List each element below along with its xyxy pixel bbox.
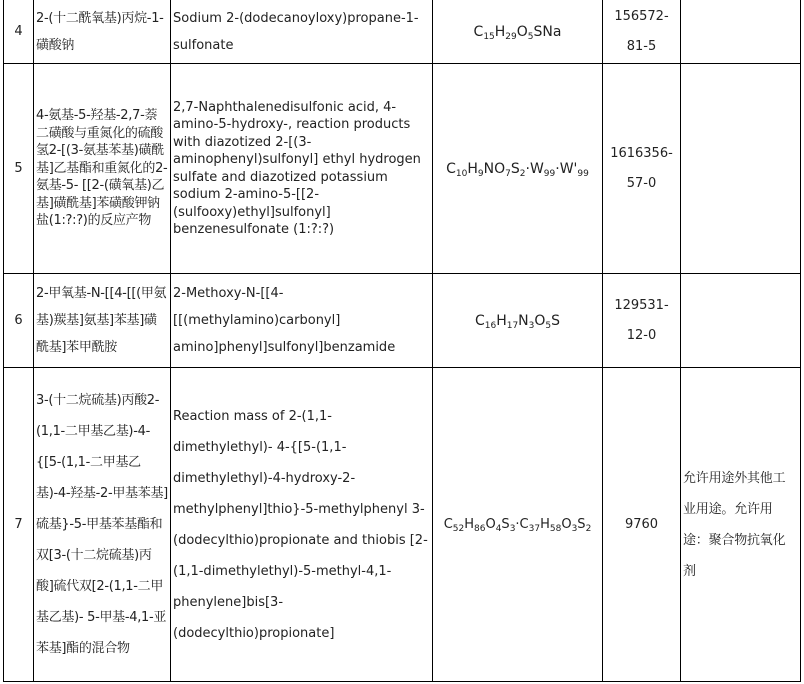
formula-subscript: 99 xyxy=(543,168,556,179)
formula-text: ·W xyxy=(525,160,544,177)
formula-text: H xyxy=(540,516,550,532)
molecular-formula xyxy=(433,0,603,64)
formula-text: S xyxy=(577,516,586,532)
formula-subscript: 9 xyxy=(477,168,484,179)
formula-subscript: 3 xyxy=(528,320,535,331)
formula-text: H xyxy=(494,23,506,40)
molecular-formula xyxy=(433,274,603,368)
chinese-name: 2-甲氧基-N-[[4-[[(甲氨基)羰基]氨基]苯基]磺酰基]苯甲酰胺 xyxy=(34,274,171,368)
formula-text: S xyxy=(510,160,520,177)
formula-text: S xyxy=(501,516,510,532)
formula-subscript: 29 xyxy=(505,31,517,42)
formula-subscript: 7 xyxy=(505,168,511,179)
formula-text: H xyxy=(496,312,507,329)
formula-subscript: 17 xyxy=(506,320,519,331)
cas-number: 129531-12-0 xyxy=(603,274,681,368)
english-name: 2-Methoxy-N-[[4-[[(methylamino)carbonyl] amino]phenyl]sulfonyl]benzamide xyxy=(171,274,433,368)
permitted-use xyxy=(681,64,801,274)
table-row xyxy=(4,368,801,682)
english-name: 2,7-Naphthalenedisulfonic acid, 4-amino-5-hydroxy-, reaction products with diazotized 2-[(3-aminophenyl)sulfonyl] ethyl hydrogen sulfate and diazotized potassium sodium 2-amino-5-[[2-(sulfooxy)ethyl]sulfonyl] benzenesulfonate (1:?:?) xyxy=(171,64,433,274)
molecular-formula xyxy=(433,64,603,274)
formula-subscript: 15 xyxy=(483,31,495,42)
formula-text: SNa xyxy=(533,23,562,40)
formula-subscript: 2 xyxy=(585,523,592,534)
row-number: 7 xyxy=(4,368,34,682)
formula-subscript: 99 xyxy=(577,168,589,179)
table-row xyxy=(4,64,801,274)
formula-subscript: 3 xyxy=(571,523,578,534)
permitted-use: 允许用途外其他工业用途。允许用途：聚合物抗氧化剂 xyxy=(681,368,801,682)
formula-subscript: 4 xyxy=(495,523,502,534)
permitted-use xyxy=(681,0,801,64)
formula-text: N xyxy=(518,312,529,329)
formula-subscript: 58 xyxy=(549,523,562,534)
formula-text: S xyxy=(551,312,561,329)
english-name: Reaction mass of 2-(1,1-dimethylethyl)- 4-{[5-(1,1-dimethylethyl)-4-hydroxy-2-methylphenyl]thio}-5-methylphenyl 3-(dodecylthio)propionate and thiobis [2-(1,1-dimethylethyl)-5-methyl-4,1-phenylene]bis[3-(dodecylthio)propionate] xyxy=(171,368,433,682)
cas-number: 156572-81-5 xyxy=(603,0,681,64)
formula-subscript: 5 xyxy=(545,320,552,331)
chinese-name: 3-(十二烷硫基)丙酸2-(1,1-二甲基乙基)-4-{[5-(1,1-二甲基乙基)-4-羟基-2-甲基苯基]硫基}-5-甲基苯基酯和双[3-(十二烷硫基)丙酸]硫代双[2-(1,1-二甲基乙基)- 5-甲基-4,1-亚苯基]酯的混合物 xyxy=(34,368,171,682)
formula-subscript: 5 xyxy=(527,31,534,42)
formula-subscript: 10 xyxy=(455,168,468,179)
table-row xyxy=(4,274,801,368)
cas-number: 1616356-57-0 xyxy=(603,64,681,274)
formula-text: ·W' xyxy=(555,160,578,177)
permitted-use xyxy=(681,274,801,368)
formula-text: C xyxy=(474,312,485,329)
chinese-name: 2-(十二酰氧基)丙烷-1-磺酸钠 xyxy=(34,0,171,64)
formula-subscript: 52 xyxy=(452,523,465,534)
formula-text: H xyxy=(467,160,478,177)
formula-subscript: 3 xyxy=(509,523,516,534)
cas-number: 9760 xyxy=(603,368,681,682)
formula-subscript: 16 xyxy=(484,320,497,331)
formula-text: O xyxy=(561,516,572,532)
formula-subscript: 2 xyxy=(519,168,526,179)
row-number: 4 xyxy=(4,0,34,64)
formula-text: C xyxy=(473,23,484,40)
formula-text: ·C xyxy=(515,516,529,532)
formula-text: O xyxy=(516,23,528,40)
formula-text: C xyxy=(443,516,453,532)
chinese-name: 4-氨基-5-羟基-2,7-萘二磺酸与重氮化的硫酸氢2-[(3-氨基苯基)磺酰基]乙基酯和重氮化的2-氨基-5- [[2-(磺氧基)乙基]磺酰基]苯磺酸钾钠盐(1:?:?)的反应产物 xyxy=(34,64,171,274)
formula-subscript: 37 xyxy=(528,523,541,534)
formula-text: C xyxy=(446,160,456,177)
row-number: 6 xyxy=(4,274,34,368)
row-number: 5 xyxy=(4,64,34,274)
molecular-formula xyxy=(433,368,603,682)
english-name: Sodium 2-(dodecanoyloxy)propane-1-sulfonate xyxy=(171,0,433,64)
formula-text: O xyxy=(534,312,546,329)
formula-text: O xyxy=(485,516,496,532)
formula-text: NO xyxy=(483,160,506,177)
formula-subscript: 86 xyxy=(474,523,486,534)
substance-table xyxy=(3,0,801,682)
formula-text: H xyxy=(464,516,474,532)
table-row xyxy=(4,0,801,64)
